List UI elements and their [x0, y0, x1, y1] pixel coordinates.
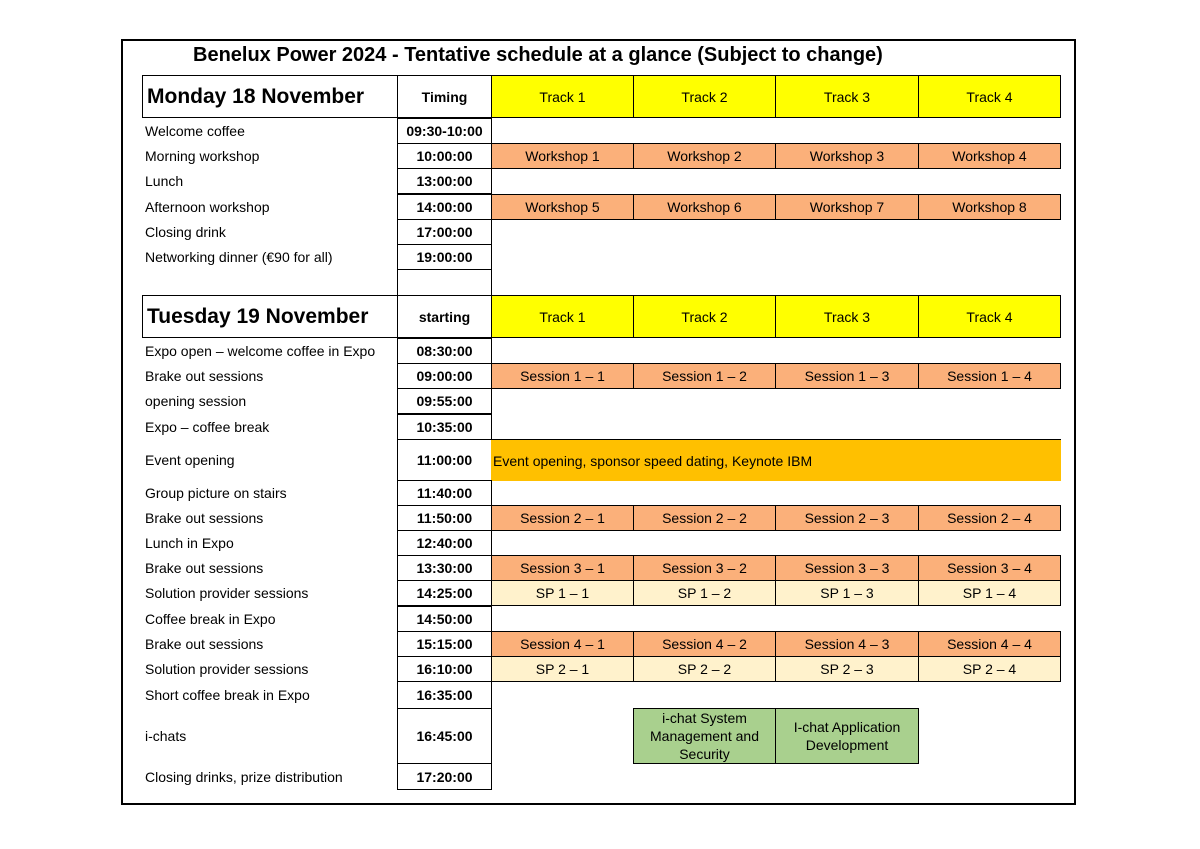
tuesday-time: 10:35:00 [397, 414, 492, 440]
workshop-cell: Workshop 8 [918, 194, 1061, 220]
tuesday-event: Solution provider sessions [145, 661, 309, 677]
tuesday-event: Brake out sessions [145, 560, 264, 576]
session-cell: Session 4 – 1 [491, 631, 634, 657]
session-cell: Session 3 – 1 [491, 555, 634, 581]
workshop-cell: Workshop 7 [775, 194, 919, 220]
tuesday-day-heading: Tuesday 19 November [142, 295, 398, 338]
monday-blank-timing-cell [397, 269, 492, 296]
workshop-cell: Workshop 4 [918, 143, 1061, 169]
tuesday-time: 08:30:00 [397, 338, 492, 364]
session-cell: Session 3 – 4 [918, 555, 1061, 581]
sp-session-cell: SP 2 – 1 [491, 656, 634, 682]
monday-track-3: Track 3 [775, 75, 919, 118]
monday-track-4: Track 4 [918, 75, 1061, 118]
sp-session-cell: SP 1 – 4 [918, 580, 1061, 606]
tuesday-timing-header: starting [397, 295, 492, 338]
workshop-cell: Workshop 5 [491, 194, 634, 220]
tuesday-time: 11:50:00 [397, 505, 492, 531]
monday-event: Lunch [145, 173, 184, 189]
monday-time: 09:30-10:00 [397, 118, 492, 144]
sp-session-cell: SP 1 – 3 [775, 580, 919, 606]
ichat-system-management-cell: i-chat System Management and Security [633, 708, 776, 764]
tuesday-time: 11:40:00 [397, 480, 492, 506]
monday-day-heading: Monday 18 November [142, 75, 398, 118]
tuesday-time: 16:45:00 [397, 708, 492, 764]
tuesday-event: Coffee break in Expo [145, 611, 276, 627]
tuesday-event: Solution provider sessions [145, 585, 309, 601]
tuesday-event: Event opening [145, 452, 235, 468]
session-cell: Session 1 – 1 [491, 363, 634, 389]
tuesday-time: 17:20:00 [397, 763, 492, 790]
monday-time: 14:00:00 [397, 194, 492, 220]
session-cell: Session 2 – 4 [918, 505, 1061, 531]
monday-time: 19:00:00 [397, 244, 492, 270]
tuesday-event: Group picture on stairs [145, 485, 287, 501]
workshop-cell: Workshop 3 [775, 143, 919, 169]
monday-event: Closing drink [145, 224, 226, 240]
monday-timing-header: Timing [397, 75, 492, 118]
sp-session-cell: SP 2 – 3 [775, 656, 919, 682]
session-cell: Session 3 – 3 [775, 555, 919, 581]
session-cell: Session 4 – 3 [775, 631, 919, 657]
ichat-application-development-cell: I-chat Application Development [775, 708, 919, 764]
session-cell: Session 1 – 4 [918, 363, 1061, 389]
tuesday-event: i-chats [145, 728, 187, 744]
monday-time: 13:00:00 [397, 168, 492, 194]
monday-track-1: Track 1 [491, 75, 634, 118]
monday-track-2: Track 2 [633, 75, 776, 118]
tuesday-event: opening session [145, 393, 247, 409]
tuesday-time: 14:50:00 [397, 606, 492, 632]
tuesday-track-4: Track 4 [918, 295, 1061, 338]
tuesday-track-3: Track 3 [775, 295, 919, 338]
session-cell: Session 3 – 2 [633, 555, 776, 581]
tuesday-time: 13:30:00 [397, 555, 492, 581]
session-cell: Session 2 – 1 [491, 505, 634, 531]
session-cell: Session 4 – 2 [633, 631, 776, 657]
tuesday-event: Expo – coffee break [145, 419, 270, 435]
monday-time: 10:00:00 [397, 143, 492, 169]
sp-session-cell: SP 2 – 4 [918, 656, 1061, 682]
sp-session-cell: SP 1 – 2 [633, 580, 776, 606]
tuesday-track-2: Track 2 [633, 295, 776, 338]
tuesday-time: 14:25:00 [397, 580, 492, 606]
tuesday-event: Brake out sessions [145, 636, 264, 652]
session-cell: Session 1 – 3 [775, 363, 919, 389]
tuesday-event: Short coffee break in Expo [145, 687, 310, 703]
monday-time: 17:00:00 [397, 219, 492, 245]
tuesday-event: Brake out sessions [145, 368, 264, 384]
tuesday-event: Lunch in Expo [145, 535, 234, 551]
tuesday-event: Closing drinks, prize distribution [145, 768, 343, 785]
page-title: Benelux Power 2024 - Tentative schedule at a glance (Subject to change) [193, 44, 883, 66]
workshop-cell: Workshop 2 [633, 143, 776, 169]
tuesday-event: Expo open – welcome coffee in Expo [145, 343, 376, 359]
sp-session-cell: SP 1 – 1 [491, 580, 634, 606]
monday-event: Morning workshop [145, 148, 260, 164]
sp-session-cell: SP 2 – 2 [633, 656, 776, 682]
tuesday-time: 11:00:00 [397, 439, 492, 481]
monday-event: Networking dinner (€90 for all) [145, 249, 333, 265]
tuesday-time: 15:15:00 [397, 631, 492, 657]
event-opening-banner: Event opening, sponsor speed dating, Keynote IBM [491, 439, 1061, 481]
tuesday-time: 16:35:00 [397, 681, 492, 709]
monday-event: Afternoon workshop [145, 199, 270, 215]
monday-event: Welcome coffee [145, 123, 245, 139]
tuesday-time: 09:00:00 [397, 363, 492, 389]
workshop-cell: Workshop 1 [491, 143, 634, 169]
session-cell: Session 4 – 4 [918, 631, 1061, 657]
tuesday-time: 12:40:00 [397, 530, 492, 556]
tuesday-track-1: Track 1 [491, 295, 634, 338]
session-cell: Session 2 – 3 [775, 505, 919, 531]
workshop-cell: Workshop 6 [633, 194, 776, 220]
session-cell: Session 1 – 2 [633, 363, 776, 389]
tuesday-event: Brake out sessions [145, 510, 264, 526]
tuesday-time: 09:55:00 [397, 388, 492, 414]
tuesday-time: 16:10:00 [397, 656, 492, 682]
session-cell: Session 2 – 2 [633, 505, 776, 531]
